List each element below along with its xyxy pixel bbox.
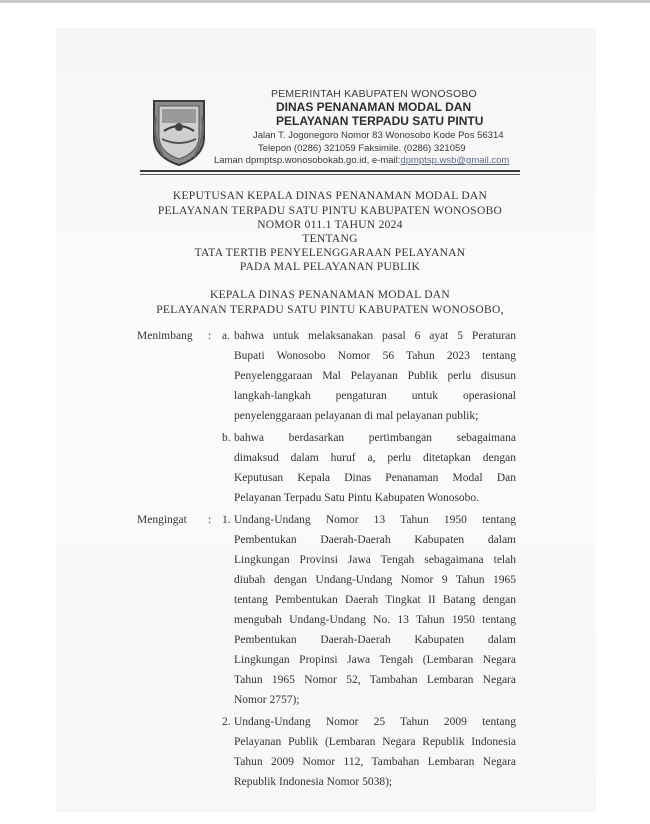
menimbang-colon: : [208,330,212,342]
menimbang-b-line: Pelayanan Terpadu Satu Pintu Kabupaten Wonosobo. [234,492,480,504]
letterhead-rule-thin [140,174,520,175]
decree-about: TENTANG [302,233,358,245]
menimbang-b-marker: b. [222,432,231,444]
letterhead-web-prefix: Laman dpmptsp.wonosobokab.go.id, e-mail: [214,155,401,166]
letterhead-email: dpmptsp.wsb@gmail.com [400,155,510,166]
mengingat-1-line: Tahun 1965 Nomor 52, Tambahan Lembaran Negara [234,674,516,686]
menimbang-a-marker: a. [222,330,230,342]
menimbang-a-line: Bupati Wonosobo Nomor 56 Tahun 2023 tentang [234,350,516,362]
menimbang-a-line: langkah-langkah pengaturan untuk operasional [234,390,516,402]
letterhead-government: PEMERINTAH KABUPATEN WONOSOBO [271,88,477,100]
issuer-line1: KEPALA DINAS PENANAMAN MODAL DAN [209,289,451,301]
menimbang-label: Menimbang [137,330,193,342]
menimbang-b-line: Keputusan Kepala Dinas Penanaman Modal Dan [234,472,516,484]
decree-subject-line1: TATA TERTIB PENYELENGGARAAN PELAYANAN [194,247,466,259]
window-top-edge [0,0,650,3]
letterhead-rule-thick [140,170,520,172]
mengingat-2-marker: 2. [222,716,231,728]
mengingat-2-line: Undang-Undang Nomor 25 Tahun 2009 tentang [234,716,516,728]
mengingat-colon: : [208,514,212,526]
regency-emblem-icon [150,97,208,167]
mengingat-2-line: Pelayanan Publik (Lembaran Negara Republik Indonesia [234,736,516,748]
menimbang-b-line: dimaksud dalam huruf a, perlu ditetapkan dengan [234,452,516,464]
mengingat-1-line: Lingkungan Propinsi Jawa Tengah (Lembaran Negara [234,654,516,666]
letterhead-agency-line2: PELAYANAN TERPADU SATU PINTU [276,114,484,128]
menimbang-a-line: penyelenggaraan pelayanan di mal pelayanan publik; [234,410,479,422]
mengingat-1-line: mengubah Undang-Undang No. 13 Tahun 1950 tentang [234,614,516,626]
mengingat-1-line: Lingkungan Provinsi Jawa Tengah sebagaimana telah [234,554,516,566]
issuer-line2: PELAYANAN TERPADU SATU PINTU KABUPATEN WONOSOBO, [156,304,504,316]
mengingat-label: Mengingat [137,514,187,526]
mengingat-1-line: Pembentukan Daerah-Daerah Kabupaten dalam [234,534,516,546]
mengingat-1-line: Pembentukan Daerah-Daerah Kabupaten dalam [234,634,516,646]
menimbang-a-line: bahwa untuk melaksanakan pasal 6 ayat 5 Peraturan [234,330,516,342]
mengingat-2-line: Republik Indonesia Nomor 5038); [234,776,393,788]
decree-title-line2: PELAYANAN TERPADU SATU PINTU KABUPATEN WONOSOBO [157,205,503,217]
mengingat-1-line: Nomor 2757); [234,694,300,706]
decree-number: NOMOR 011.1 TAHUN 2024 [257,219,403,231]
letterhead-agency-line1: DINAS PENANAMAN MODAL DAN [276,100,472,114]
decree-subject-line2: PADA MAL PELAYANAN PUBLIK [239,261,421,273]
menimbang-a-line: Penyelenggaraan Mal Pelayanan Publik perlu disusun [234,370,516,382]
mengingat-2-line: Tahun 2009 Nomor 112, Tambahan Lembaran Negara [234,756,516,768]
mengingat-1-line: tentang Pembentukan Daerah Tingkat II Batang dengan [234,594,516,606]
letterhead-phone: Telepon (0286) 321059 Faksimile. (0286) 321059 [258,143,466,154]
letterhead-website [214,155,509,166]
mengingat-1-line: Undang-Undang Nomor 13 Tahun 1950 tentang [234,514,516,526]
decree-title-line1: KEPUTUSAN KEPALA DINAS PENANAMAN MODAL DAN [172,190,488,202]
letterhead-address: Jalan T. Jogonegoro Nomor 83 Wonosobo Kode Pos 56314 [253,130,504,141]
mengingat-1-line: diubah dengan Undang-Undang Nomor 9 Tahun 1965 [234,574,516,586]
mengingat-1-marker: 1. [222,514,231,526]
menimbang-b-line: bahwa berdasarkan pertimbangan sebagaimana [234,432,516,444]
